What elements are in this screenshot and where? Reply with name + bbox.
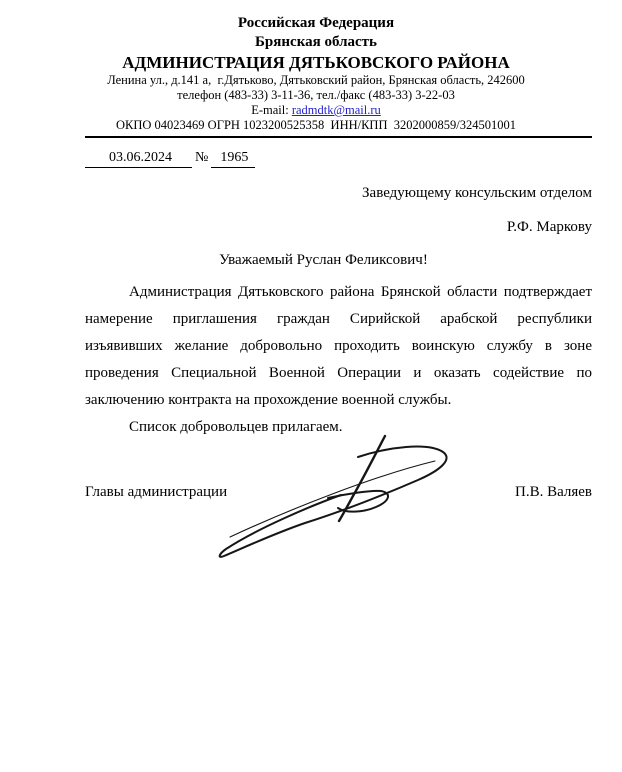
letter-date: 03.06.2024: [85, 150, 192, 168]
reference-line: [85, 150, 592, 168]
letterhead-organization: АДМИНИСТРАЦИЯ ДЯТЬКОВСКОГО РАЙОНА: [122, 53, 510, 72]
letterhead-region: Брянская область: [255, 34, 377, 50]
addressee-block: [85, 185, 592, 235]
salutation: Уважаемый Руслан Феликсович!: [219, 252, 428, 268]
number-sign: №: [195, 150, 209, 165]
signature-name: П.В. Валяев: [514, 484, 592, 500]
letterhead-phone: телефон (483-33) 3-11-36, тел./факс (483-33) 3-22-03: [177, 88, 455, 102]
letterhead-country: Российская Федерация: [237, 15, 395, 31]
body-paragraph: Администрация Дятьковского района Брянской области подтверждает намерение приглашения граждан Сирийской арабской республики изъявивших желание добровольно проходить воинскую службу в зоне проведения Специальной Военной Операции и оказать содействие по заключению контракта на прохождение военной службы.: [85, 284, 592, 408]
letterhead-codes: ОКПО 04023469 ОГРН 1023200525358 ИНН/КПП 3202000859/324501001: [116, 118, 516, 132]
letterhead-email-line: [85, 103, 547, 118]
letterhead: [85, 14, 547, 133]
signature-position: Главы администрации: [85, 484, 228, 500]
attachment-line: Список добровольцев прилагаем.: [129, 419, 343, 435]
addressee-position: Заведующему консульским отделом: [362, 185, 592, 201]
letterhead-divider: [85, 136, 592, 138]
letterhead-address: Ленина ул., д.141 а, г.Дятьково, Дятьковский район, Брянская область, 242600: [107, 73, 525, 87]
signature-row: [85, 484, 592, 501]
addressee-name: Р.Ф. Маркову: [506, 219, 592, 235]
email-link[interactable]: radmdtk@mail.ru: [291, 103, 381, 117]
letter-number: 1965: [211, 150, 255, 168]
email-label: E-mail:: [251, 103, 292, 117]
